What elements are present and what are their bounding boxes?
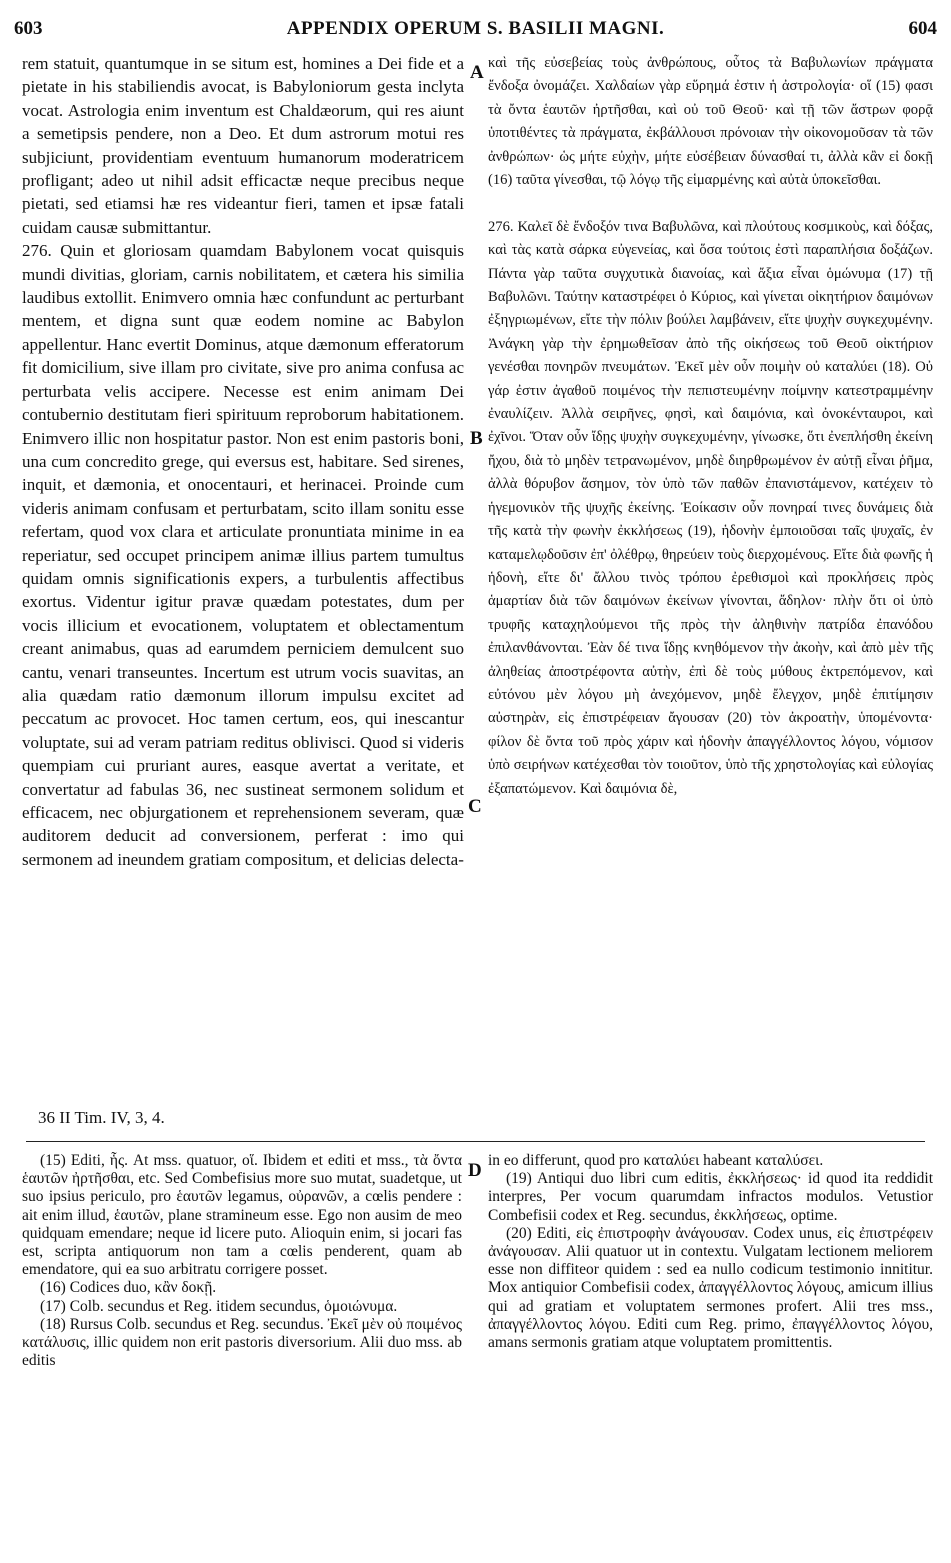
section-marker-a: A: [470, 62, 484, 83]
notes-divider: [26, 1141, 925, 1142]
greek-paragraph-2: 276. Καλεῖ δὲ ἔνδοξόν τινα Βαβυλῶνα, καὶ πλούτους κοσμικοὺς, καὶ δόξας, καὶ τὰς κατὰ σάρκα εὐγενείας, καὶ ὅσα τούτοις ἐστὶ παραπλήσια δοξάζων. Πάντα γὰρ ταῦτα συγχυτικὰ διανοίας, καὶ ἄξια εἶναι ὁμώνυμα (17) τῇ Βαβυλῶνι. Ταύτην καταστρέφει ὁ Κύριος, καὶ γίνεται οἰκητήριον δαιμόνων ἐξηγριωμένων, εἴτε τὴν πόλιν βούλει λαμβάνειν, εἴτε ψυχὴν συγκεχυμένην. Ἀνάγκη γὰρ τὴν ἐρημωθεῖσαν ἀπὸ τῆς οἰκήσεως τοῦ Θεοῦ οἰκτήριον γενέσθαι πονηρῶν πνευμάτων. Ἐκεῖ μὲν οὖν ποιμὴν οὐ καταλύει (18). Οὐ γάρ ἐστιν ἀγαθοῦ ποιμένος τὴν πεπιστευμένην ποίμνην κατεστραμμένην ἐναυλίζειν. Ἀλλὰ σειρῆνες, φησὶ, καὶ δαιμόνια, καὶ ὀνοκένταυροι, καὶ ἐχῖνοι. Ὅταν οὖν ἴδῃς ψυχὴν συγκεχυμένην, γίνωσκε, ὅτι ἐνεπλήσθη ἐκείνη ἤχου, διὰ τὸ μηδὲν τετρανωμένον, μηδὲ διηρθρωμένον ἐν αὐτῇ εἶναι ῥῆμα, ἀλλὰ θόρυβον ἄσημον, τὸν ὑπὸ τῶν παθῶν ἐπανιστάμενον, κατέχειν τὸ ἡγεμονικὸν τῆς ψυχῆς ἐκείνης. Ἐοίκασιν οὖν πονηραί τινες δυνάμεις διὰ τῆς κατὰ τὴν φωνὴν ἐκκλήσεως (19), ἡδονὴν ἐμποιοῦσαι ταῖς ψυχαῖς, ἐν καταμελῳδοῦσιν ἐπ' ὀλέθρῳ, θηρεύειν τοὺς διερχομένους. Εἴτε διὰ φωνῆς ἡ ἡδονὴ, εἴτε δι' ἄλλου τινὸς τρόπου ἐρεθισμοὶ καὶ προκλήσεις πρὸς ἁμαρτίαν διὰ τῶν δαιμόνων ἐκείνων γίνονται, ἄδηλον· πλὴν ὅτι οἱ ὑπὸ τρυφῆς καταχηλούμενοι τῆς πρὸς τὴν ἀληθινὴν πατρίδα ἐπανόδου ἐπιλανθάνονται. Ἐὰν δέ τινα ἴδῃς κνηθόμενον τὴν ἀκοὴν, καὶ ἀπὸ μὲν τῆς ἀληθείας ἀποστρέφοντα αὐτὴν, ἐπὶ δὲ τοὺς μύθους ἐκτρεπόμενον, καὶ εὐτόνου μὲν λόγου μὴ ἀνεχόμενον, μηδὲ ἔλεγχον, μηδὲ ἐπιτίμησιν αὐστηρὰν, εἰς ἐπιστρέφειαν ἄγουσαν (20) τὸν ἀκροατὴν, ὑπομένοντα· φίλον δὲ ὄντα τοῦ πρὸς χάριν καὶ ἡδονὴν ἀπαγγέλλοντος λόγου, νόμισον ὑπὸ σειρήνων κατέχεσθαι τὸν τοιοῦτον, ὑπὸ τῆς χρηστολογίας καὶ εὐλογίας ἐξαπατώμενον. Καὶ δαιμόνια δὲ,: [488, 218, 933, 797]
greek-paragraph-1: καὶ τῆς εὐσεβείας τοὺς ἀνθρώπους, οὗτος τὰ Βαβυλωνίων πράγματα ἔνδοξα ὀνομάζει. Χαλδαίων γὰρ εὕρημά ἐστιν ἡ ἀστρολογία· οἵ (15) φασι τὰ ὄντα ἑαυτῶν ἠρτῆσθαι, καὶ οὐ τοῦ Θεοῦ· καὶ τῇ τῶν ἄστρων φορᾷ ὑποτιθέντες τὰ πράγματα, ἐκβάλλουσι πρόνοιαν τὴν οἰκονομοῦσαν τὰ τῶν ἀνθρώπων· ὡς μήτε εὐχὴν, μήτε εὐσέβειαν δύνασθαί τι, ἀλλὰ κἂν εἰ δοκῇ (16) ταῦτα γίνεσθαι, τῷ λόγῳ τῆς εἱμαρμένης καὶ αὐτὰ ὑποκεῖσθαι.: [488, 55, 933, 189]
note-17: (17) Colb. secundus et Reg. itidem secundus, ὁμοιώνυμα.: [40, 1297, 398, 1315]
greek-column: [488, 52, 933, 801]
note-18-continued: in eo differunt, quod pro καταλύει habeant καταλύσει.: [488, 1152, 824, 1169]
page-number-right: 604: [908, 18, 937, 39]
scripture-footnote: 36 II Tim. IV, 3, 4.: [38, 1108, 165, 1127]
running-title: APPENDIX OPERUM S. BASILII MAGNI.: [286, 18, 665, 39]
section-marker-d: D: [468, 1160, 482, 1181]
note-15: (15) Editi, ἧς. At mss. quatuor, οἵ. Ibidem et editi et mss., τὰ ὄντα ἑαυτῶν ἠρτῆσθαι, etc. Sed Combefisius more suo mutat, suadetque, ut suo ipsius periculo, pro ἑαυτῶν legamus, οὐρανῶν, a cœlis pendere : ait enim illud, ἑαυτῶν, plane stramineum esse. Ego non ausim de meo quidquam emendare; neque id licere puto. Alioquin enim, si jocari fas est, scripta antiquorum non tam a cœlis penderent, quam ab emendatore, qui ea suo arbitratu corrigere posset.: [22, 1152, 462, 1279]
notes-right-column: [488, 1152, 933, 1352]
section-marker-c: C: [468, 796, 482, 817]
page-number-left: 603: [14, 18, 43, 39]
latin-paragraph-2: 276. Quin et gloriosam quamdam Babylonem vocat quisquis mundi divitias, gloriam, carnis nobilitatem, et cætera his similia laudibus extollit. Enimvero omnia hæc confundunt ac perturbant mentem, et digna sunt quæ eodem nomine ac Babylon appellentur. Hanc evertit Dominus, atque dæmonum efferatorum fit domicilium, sive illam pro civitate, sive pro anima confusa ac perturbata velis accipere. Necesse est enim animam Dei contubernio destitutam fieri spirituum reproborum habitationem. Enimvero illic non hospitatur pastor. Non est enim pastoris boni, una cum concredito grege, qui eversus est, habitare. Sed sirenes, inquit, et dæmonia, et onocentauri, et herinacei. Proinde cum videris animam confusam et perturbatam, scito illam sonitu esse refertam, quod vox clara et articulate pronuntiata minime in ea reperiatur, sed occupet principem animæ illius partem tumultus quidam omnis significationis expers, a turbulentis affectibus exortus. Videntur igitur pravæ quædam potestates, dum per vocis illicium et evocationem, voluptatem et oblectamentum creant animabus, quas ad earumdem perniciem demulcent suo cantu, venari transeuntes. Incertum est utrum vocis suavitas, an alia quædam ratio dæmonum illorum impulsu excitet ad peccatum ac provocet. Hoc tamen certum, eos, qui inescantur voluptate, sui ad veram patriam reditus oblivisci. Quod si videris quempiam cui pruriant aures, easque avertat a veritate, et convertatur ad fabulas 36, nec sustineat sermonem solidum et efficacem, nec objurgationem et reprehensionem severam, quæ auditorem deducit ad conversionem, perferat : imo qui sermonem ad ineundem gratiam compositum, et delicias delecta-: [22, 241, 464, 869]
page-header: [14, 18, 937, 46]
notes-left-column: [22, 1152, 462, 1370]
note-16: (16) Codices duo, κἂν δοκῇ.: [40, 1279, 217, 1297]
section-marker-b: B: [470, 428, 483, 449]
note-19: (19) Antiqui duo libri cum editis, ἐκκλήσεως· id quod ita reddidit interpres, Per vocum quarumdam infractos modulos. Vetustior Combefisii codex et Reg. secundus, ἐκκλήσεως, optime.: [488, 1170, 933, 1224]
latin-column: [22, 52, 464, 871]
note-20: (20) Editi, εἰς ἐπιστροφὴν ἀνάγουσαν. Codex unus, εἰς ἐπιστρέφειν ἀνάγουσαν. Alii quatuor ut in contextu. Vulgatam lectionem meliorem esse non diffiteor quidem : sed ea nullo codicum testimonio innititur. Mox antiquior Combefisii codex, ἀπαγγέλλοντος λόγους, amicum illius qui ad gratiam et voluptatem sermones profert. Alii tres mss., ἀπαγγέλλοντος λόγου. Editi cum Reg. primo, ἐπαγγέλλοντος λόγου, amans sermonis gratiam atque voluptatem promittentis.: [488, 1224, 933, 1352]
note-18: (18) Rursus Colb. secundus et Reg. secundus. Ἐκεῖ μὲν οὐ ποιμένος κατάλυσις, illic quidem non erit pastoris diversorium. Alii duo mss. ab editis: [22, 1315, 462, 1370]
latin-paragraph-1: rem statuit, quantumque in se situm est, homines a Dei fide et a pietate in his stabiliendis avocat, is Babyloniorum gesta inclyta vocat. Astrologia enim inventum est Chaldæorum, qui res aiunt a semetipsis pendere, non a Deo. Et dum astrorum motui res subjiciunt, providentiam eventuum humanorum moderatricem profligant; adeo ut nihil adsit efficactæ neque precibus neque pietati, sed etiamsi hæ res videantur fieri, tamen et ipsæ fatali cuidam causæ submittantur.: [22, 54, 464, 237]
